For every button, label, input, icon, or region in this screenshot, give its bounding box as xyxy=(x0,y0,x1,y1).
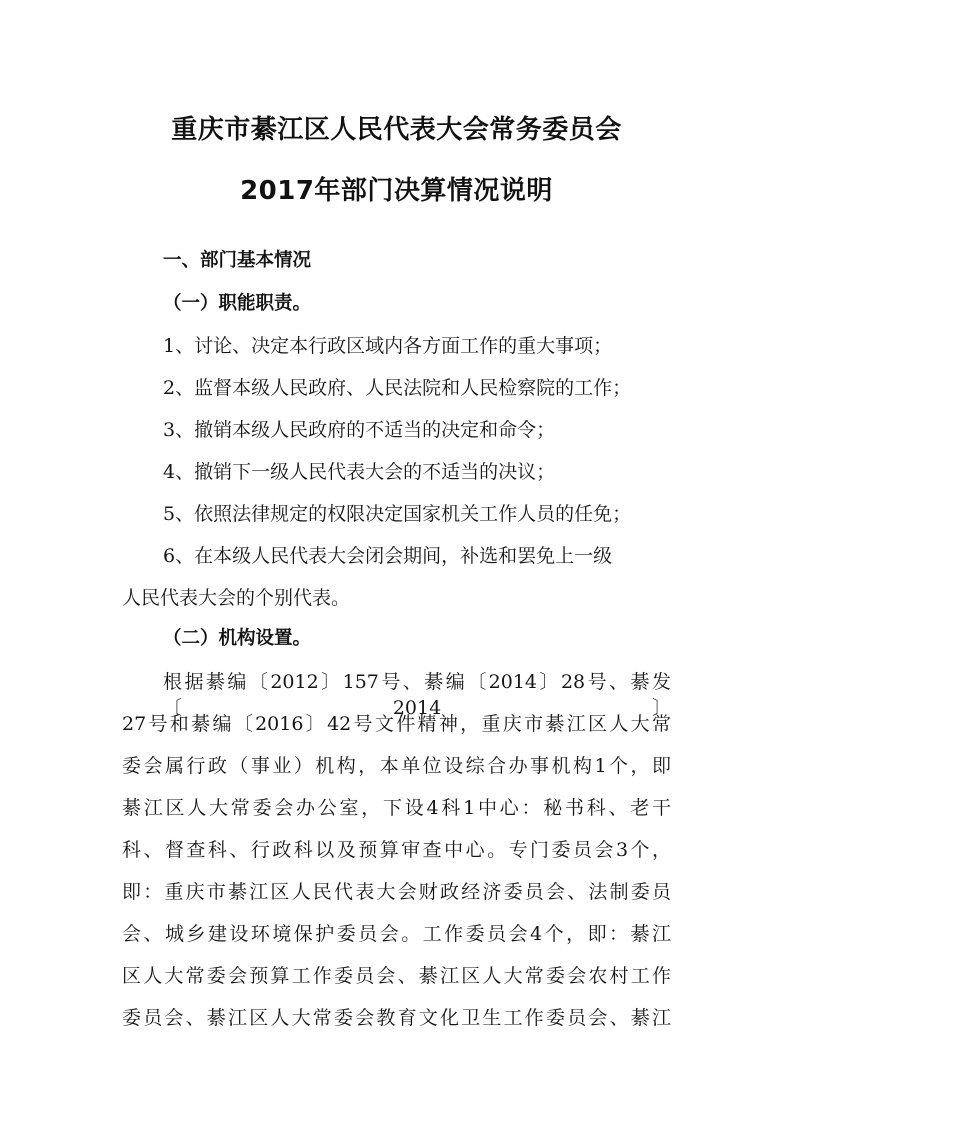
subsection1-heading: （一）职能职责。 xyxy=(163,293,312,314)
org-paragraph-line: 会、城乡建设环境保护委员会。工作委员会4个，即：綦江 xyxy=(122,923,671,945)
document-title-line2: 2017年部门决算情况说明 xyxy=(240,176,553,206)
org-paragraph-line: 綦江区人大常委会办公室，下设4科1中心：秘书科、老干 xyxy=(122,797,671,819)
org-paragraph-line: 根据綦编〔2012〕157号、綦编〔2014〕28号、綦发〔2014〕 xyxy=(163,671,671,719)
duty-item: 4、撤销下一级人民代表大会的不适当的决议； xyxy=(163,461,556,483)
org-paragraph-line: 科、督查科、行政科以及预算审查中心。专门委员会3个， xyxy=(122,839,671,861)
duty-item: 3、撤销本级人民政府的不适当的决定和命令； xyxy=(163,419,556,441)
duty-item: 1、讨论、决定本行政区域内各方面工作的重大事项； xyxy=(163,335,613,357)
duty-item-continuation: 人民代表大会的个别代表。 xyxy=(122,587,351,609)
org-paragraph-line: 委会属行政（事业）机构，本单位设综合办事机构1个，即 xyxy=(122,755,671,777)
subsection2-heading: （二）机构设置。 xyxy=(163,628,312,649)
duty-item: 2、监督本级人民政府、人民法院和人民检察院的工作； xyxy=(163,377,632,399)
org-paragraph-line: 27号和綦编〔2016〕42号文件精神，重庆市綦江区人大常 xyxy=(122,713,671,735)
org-paragraph-line: 委员会、綦江区人大常委会教育文化卫生工作委员会、綦江 xyxy=(122,1007,671,1029)
duty-item: 6、在本级人民代表大会闭会期间，补选和罢免上一级 xyxy=(163,545,613,567)
org-paragraph-line: 即：重庆市綦江区人民代表大会财政经济委员会、法制委员 xyxy=(122,881,671,903)
duty-item: 5、依照法律规定的权限决定国家机关工作人员的任免； xyxy=(163,503,632,525)
section1-heading: 一、部门基本情况 xyxy=(163,250,312,271)
document-title-line1: 重庆市綦江区人民代表大会常务委员会 xyxy=(171,115,622,145)
org-paragraph-line: 区人大常委会预算工作委员会、綦江区人大常委会农村工作 xyxy=(122,965,671,987)
